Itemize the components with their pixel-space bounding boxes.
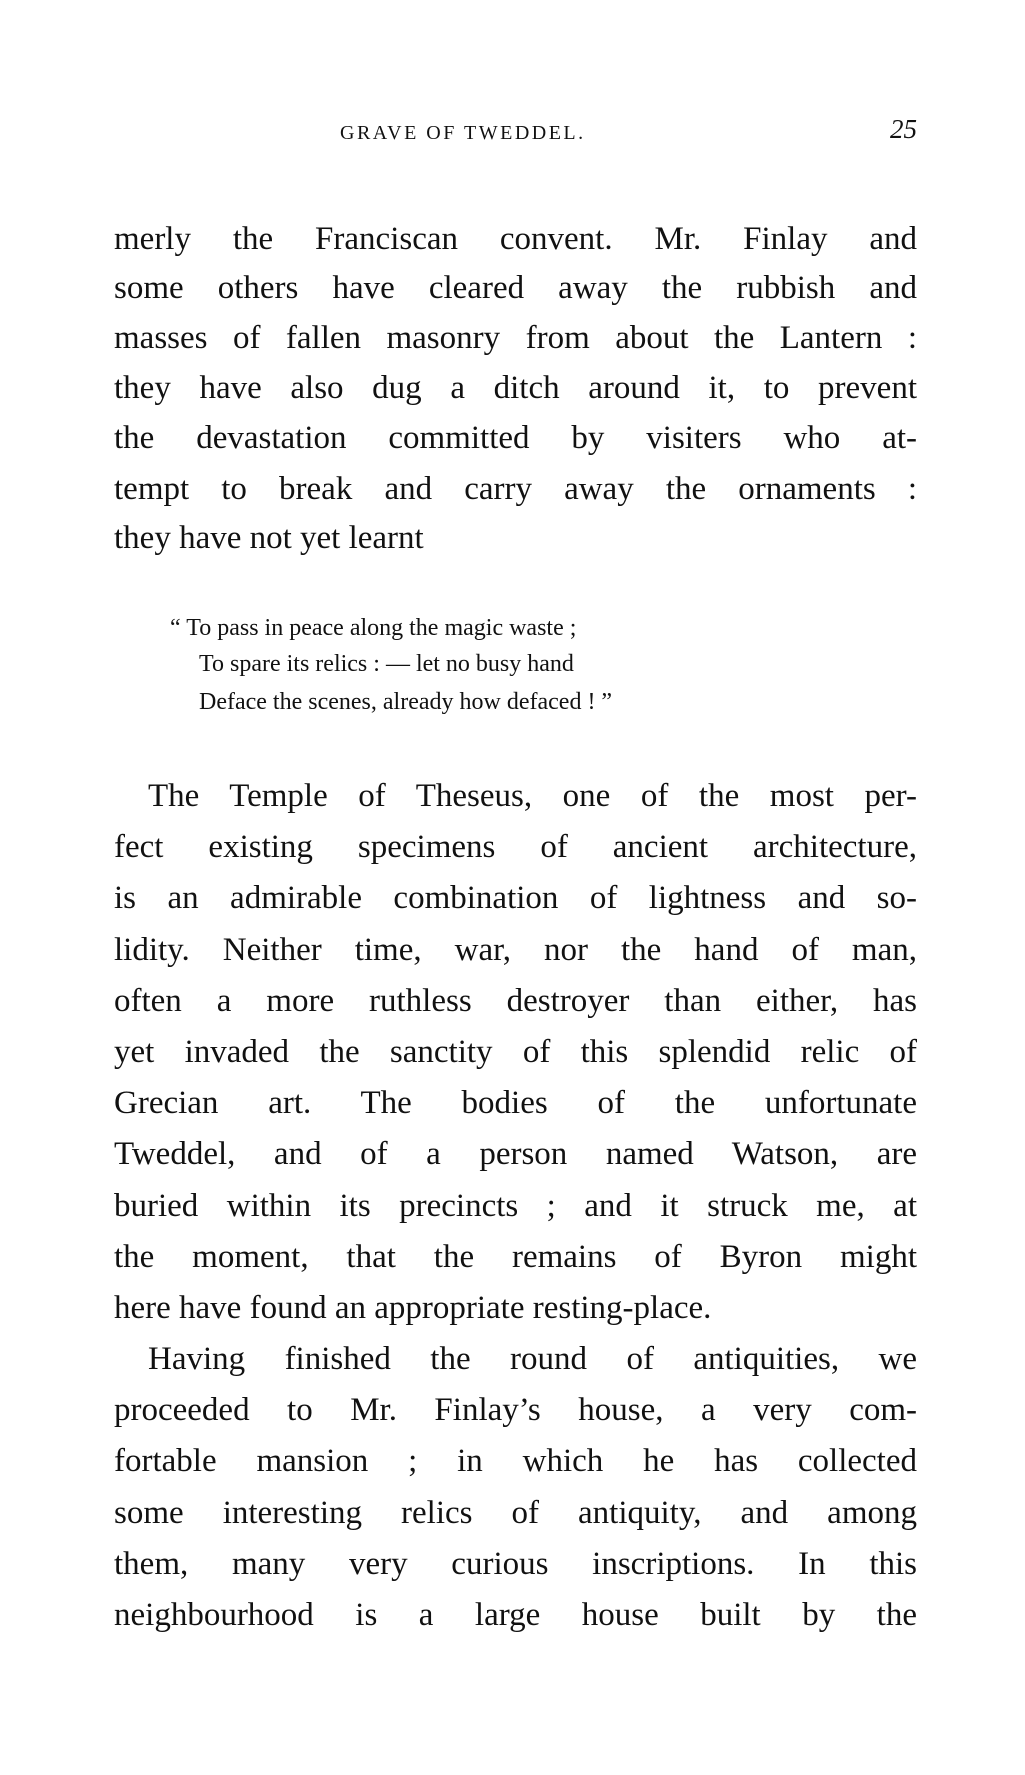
text-line: fortable mansion ; in which he has collected (114, 1443, 917, 1479)
page-number: 25 (890, 114, 917, 144)
running-header (0, 114, 1025, 148)
text-line: Tweddel, and of a person named Watson, are (114, 1136, 917, 1172)
text-line: here have found an appropriate resting-place. (114, 1290, 712, 1326)
text-line: they have also dug a ditch around it, to prevent (114, 370, 917, 406)
text-line: Having finished the round of antiquities, we (148, 1341, 917, 1377)
text-line: masses of fallen masonry from about the Lantern : (114, 320, 917, 356)
text-line: they have not yet learnt (114, 520, 424, 556)
verse-line: To spare its relics : — let no busy hand (199, 651, 574, 677)
text-line: the devastation committed by visiters who at- (114, 420, 917, 456)
text-line: is an admirable combination of lightness and so- (114, 880, 917, 916)
text-line: some interesting relics of antiquity, and among (114, 1495, 917, 1531)
text-line: The Temple of Theseus, one of the most per- (148, 778, 917, 814)
text-line: proceeded to Mr. Finlay’s house, a very com- (114, 1392, 917, 1428)
text-line: tempt to break and carry away the ornaments : (114, 471, 917, 507)
verse-line: “ To pass in peace along the magic waste ; (170, 615, 577, 641)
text-line: them, many very curious inscriptions. In this (114, 1546, 917, 1582)
text-line: merly the Franciscan convent. Mr. Finlay and (114, 221, 917, 257)
text-line: often a more ruthless destroyer than either, has (114, 983, 917, 1019)
text-line: Grecian art. The bodies of the unfortunate (114, 1085, 917, 1121)
running-title: GRAVE OF TWEDDEL. (340, 122, 586, 144)
verse-line: Deface the scenes, already how defaced ! ” (199, 689, 613, 715)
text-line: buried within its precincts ; and it struck me, at (114, 1188, 917, 1224)
text-line: yet invaded the sanctity of this splendid relic of (114, 1034, 917, 1070)
text-line: the moment, that the remains of Byron might (114, 1239, 917, 1275)
text-line: lidity. Neither time, war, nor the hand of man, (114, 932, 917, 968)
text-line: neighbourhood is a large house built by the (114, 1597, 917, 1633)
text-line: fect existing specimens of ancient architecture, (114, 829, 917, 865)
text-line: some others have cleared away the rubbish and (114, 270, 917, 306)
